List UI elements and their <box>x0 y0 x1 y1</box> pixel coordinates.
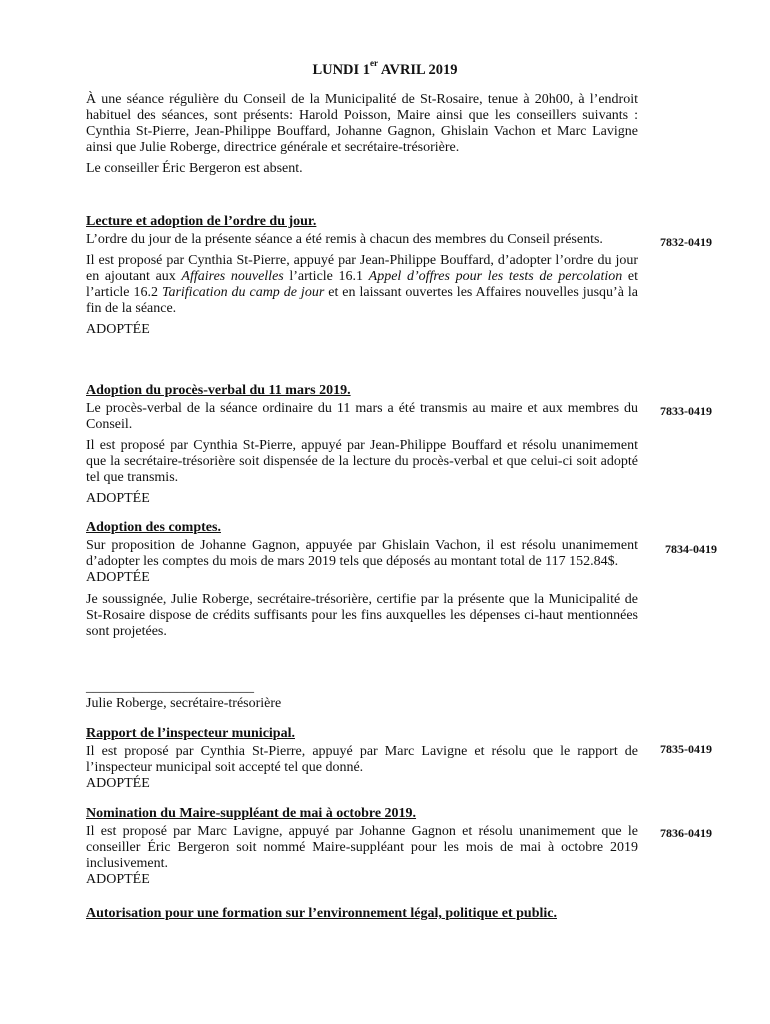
text-run: et en laissant ouvertes les Affaires nouvelles jusqu’à la fin de la séance. <box>86 285 638 316</box>
section-heading: Nomination du Maire-suppléant de mai à octobre 2019. <box>86 806 417 821</box>
section-paragraph: Sur proposition de Johanne Gagnon, appuyée par Ghislain Vachon, il est résolu unanimement d’adopter les comptes du mois de mars 2019 tels que déposés au montant total de 117 152.84$. <box>86 538 638 569</box>
italic-run: Tarification du camp de jour <box>161 285 325 300</box>
title-rest: AVRIL 2019 <box>378 61 458 78</box>
section-comptes <box>86 520 638 645</box>
italic-run: Appel d’offres pour les tests de percolation <box>368 269 623 284</box>
adopted-label: ADOPTÉE <box>86 776 150 791</box>
section-inspecteur <box>86 726 638 792</box>
resolution-number: 7834-0419 <box>665 542 717 556</box>
section-paragraph: Il est proposé par Marc Lavigne, appuyé par Johanne Gagnon et résolu unanimement que le conseiller Éric Bergeron soit nommé Maire-suppléant pour les mois de mai à octobre 2019 inclusivement. <box>86 824 638 871</box>
adopted-label: ADOPTÉE <box>86 872 150 887</box>
section-maire-suppleant <box>86 806 638 888</box>
signature-line: ________________________ <box>86 680 254 695</box>
title-superscript: er <box>370 58 379 68</box>
text-run: l’article 16.1 <box>283 269 369 284</box>
section-paragraph <box>86 253 638 317</box>
italic-run: Affaires nouvelles <box>181 269 284 284</box>
certification-paragraph: Je soussignée, Julie Roberge, secrétaire-trésorière, certifie par la présente que la Municipalité de St-Rosaire dispose de crédits suffisants pour les fins auxquelles les dépenses ci-haut mentionnées sont projetées. <box>86 592 638 639</box>
resolution-number: 7832-0419 <box>660 235 712 249</box>
section-paragraph: Il est proposé par Cynthia St-Pierre, appuyé par Marc Lavigne et résolu que le rapport de l’inspecteur municipal soit accepté tel que donné. <box>86 744 638 775</box>
title-main: LUNDI 1 <box>312 61 371 78</box>
resolution-number: 7835-0419 <box>660 742 712 756</box>
section-heading: Lecture et adoption de l’ordre du jour. <box>86 214 317 229</box>
signature-block <box>86 680 638 712</box>
section-paragraph: Il est proposé par Cynthia St-Pierre, appuyé par Jean-Philippe Bouffard et résolu unanimement que la secrétaire-trésorière soit dispensée de la lecture du procès-verbal et que celui-ci soit adopté tel que transmis. <box>86 438 638 485</box>
adopted-label: ADOPTÉE <box>86 491 150 506</box>
section-proces-verbal <box>86 383 638 507</box>
text-run: Il est proposé par Cynthia St-Pierre, appuyé par Jean-Philippe Bouffard, d’adopter l’ordre du jour en ajoutant aux <box>86 253 638 284</box>
section-heading: Rapport de l’inspecteur municipal. <box>86 726 295 741</box>
text-run: et l’article 16.2 <box>86 269 638 300</box>
intro-block <box>86 92 638 182</box>
section-heading: Adoption des comptes. <box>86 520 221 535</box>
adopted-label: ADOPTÉE <box>86 322 150 337</box>
page-title <box>0 60 770 79</box>
section-paragraph: Le procès-verbal de la séance ordinaire du 11 mars a été transmis au maire et aux membres du Conseil. <box>86 401 638 432</box>
section-formation <box>86 906 638 924</box>
absence-paragraph: Le conseiller Éric Bergeron est absent. <box>86 161 303 176</box>
section-heading: Adoption du procès-verbal du 11 mars 2019. <box>86 383 351 398</box>
section-ordre-du-jour <box>86 214 638 338</box>
section-heading: Autorisation pour une formation sur l’environnement légal, politique et public. <box>86 906 557 921</box>
resolution-number: 7836-0419 <box>660 826 712 840</box>
signature-name: Julie Roberge, secrétaire-trésorière <box>86 696 282 711</box>
intro-paragraph: À une séance régulière du Conseil de la Municipalité de St-Rosaire, tenue à 20h00, à l’endroit habituel des séances, sont présents: Harold Poisson, Maire ainsi que les conseillers suivants : Cynthia St-Pierre, Jean-Philippe Bouffard, Johanne Gagnon, Ghislain Vachon et Marc Lavigne ainsi que Julie Roberge, directrice générale et secrétaire-trésorière. <box>86 92 638 155</box>
section-paragraph: L’ordre du jour de la présente séance a été remis à chacun des membres du Conseil présents. <box>86 232 603 247</box>
adopted-label: ADOPTÉE <box>86 570 150 585</box>
resolution-number: 7833-0419 <box>660 404 712 418</box>
